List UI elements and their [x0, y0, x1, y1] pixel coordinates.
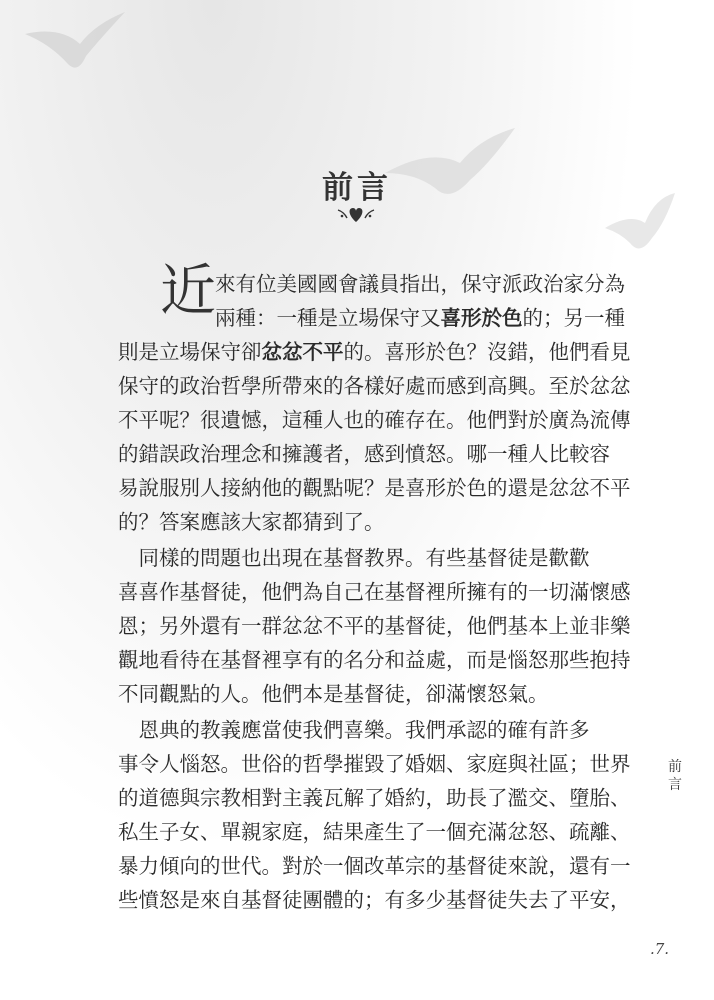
- paragraph-1-line-2: [215, 305, 714, 331]
- paragraph-1-line-1: [215, 271, 714, 297]
- paragraph-2-line-5: 不同觀點的人。他們本是基督徒，卻滿懷怒氣。: [118, 682, 549, 706]
- running-header-vertical: [665, 758, 685, 794]
- seagull-illustration-left: [20, 4, 130, 84]
- paragraph-2-line-4: 觀地看待在基督裡享有的名分和益處，而是惱怒那些抱持: [118, 648, 631, 672]
- bold-phrase: 忿忿不平: [261, 340, 344, 364]
- paragraph-1-line-3: [118, 339, 631, 365]
- paragraph-3-line-2: 事令人惱怒。世俗的哲學摧毀了婚姻、家庭與社區；世界: [118, 752, 631, 776]
- paragraph-1-line-8: 的？答案應該大家都猜到了。: [118, 510, 385, 534]
- bold-phrase: 喜形於色: [440, 306, 523, 330]
- paragraph-1-line-6: 的錯誤政治理念和擁護者，感到憤怒。哪一種人比較容: [118, 442, 610, 466]
- paragraph-3-line-5: 暴力傾向的世代。對於一個改革宗的基督徒來說，還有一: [118, 854, 631, 878]
- paragraph-1-line-4: 保守的政治哲學所帶來的各樣好處而感到高興。至於忿忿: [118, 374, 631, 398]
- running-header-char: 前: [668, 759, 682, 775]
- text-segment: 兩種：一種是立場保守又: [215, 306, 441, 330]
- text-segment: 的；另一種: [522, 306, 625, 330]
- paragraph-3-line-6: 些憤怒是來自基督徒團體的；有多少基督徒失去了平安，: [118, 888, 631, 912]
- paragraph-2-line-2: 喜喜作基督徒，他們為自己在基督裡所擁有的一切滿懷感: [118, 580, 631, 604]
- drop-cap: 近: [160, 259, 216, 324]
- page-title: 前言: [322, 170, 392, 206]
- heart-ornament-icon: [334, 202, 378, 226]
- paragraph-1-line-5: 不平呢？很遺憾，這種人也的確存在。他們對於廣為流傳: [118, 408, 631, 432]
- paragraph-3-line-1: 恩典的教義應當使我們喜樂。我們承認的確有許多: [118, 718, 590, 742]
- text-segment: 來有位美國國會議員指出，保守派政治家分為: [215, 272, 625, 296]
- page-number: .7.: [650, 940, 670, 958]
- text-segment: 的。喜形於色？沒錯，他們看見: [343, 340, 631, 364]
- paragraph-1-line-7: 易說服別人接納他的觀點呢？是喜形於色的還是忿忿不平: [118, 476, 631, 500]
- paragraph-3-line-3: 的道德與宗教相對主義瓦解了婚約，助長了濫交、墮胎、: [118, 786, 631, 810]
- running-header-char: 言: [668, 777, 682, 793]
- paragraph-2-line-3: 恩；另外還有一群忿忿不平的基督徒，他們基本上並非樂: [118, 614, 631, 638]
- text-segment: 則是立場保守卻: [118, 340, 262, 364]
- paragraph-3-line-4: 私生子女、單親家庭，結果產生了一個充滿忿怒、疏離、: [118, 820, 631, 844]
- paragraph-2-line-1: 同樣的問題也出現在基督教界。有些基督徒是歡歡: [118, 546, 590, 570]
